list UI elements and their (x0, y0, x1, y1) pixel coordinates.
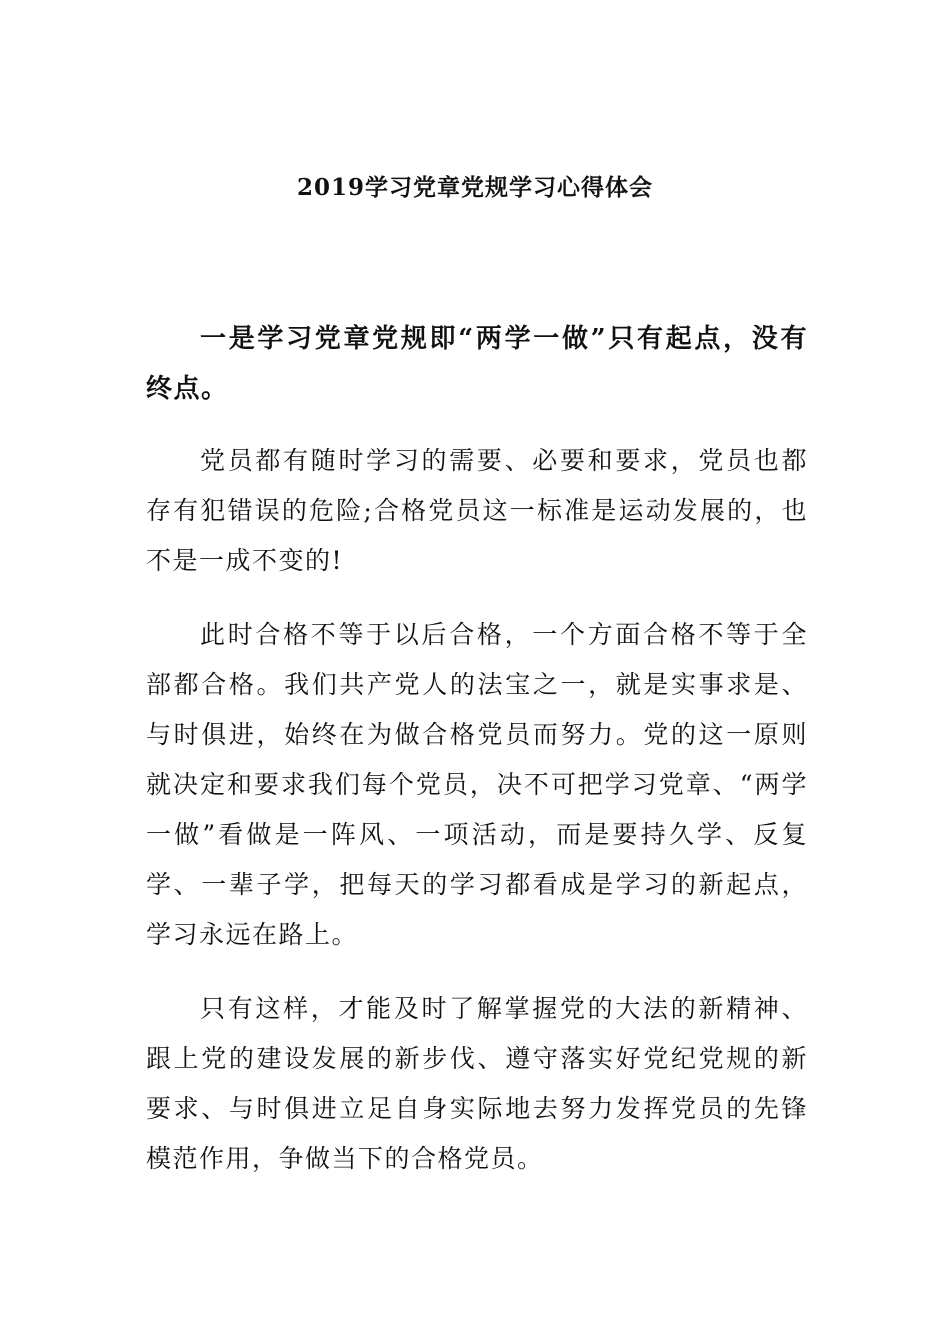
paragraph-2: 此时合格不等于以后合格，一个方面合格不等于全部都合格。我们共产党人的法宝之一，就是实事求是、与时俱进，始终在为做合格党员而努力。党的这一原则就决定和要求我们每个党员，决不可把学习党章、“两学一做”看做是一阵风、一项活动，而是要持久学、反复学、一辈子学，把每天的学习都看成是学习的新起点，学习永远在路上。 (146, 620, 808, 949)
paragraph-3: 只有这样，才能及时了解掌握党的大法的新精神、跟上党的建设发展的新步伐、遵守落实好党纪党规的新要求、与时俱进立足自身实际地去努力发挥党员的先锋模范作用，争做当下的合格党员。 (146, 994, 808, 1173)
paragraph-1: 党员都有随时学习的需要、必要和要求，党员也都存有犯错误的危险;合格党员这一标准是运动发展的，也不是一成不变的! (146, 446, 808, 575)
document-title: 2019学习党章党规学习心得体会 (296, 174, 653, 201)
document-body (146, 314, 808, 1208)
section-heading: 一是学习党章党规即“两学一做”只有起点，没有终点。 (146, 324, 808, 404)
